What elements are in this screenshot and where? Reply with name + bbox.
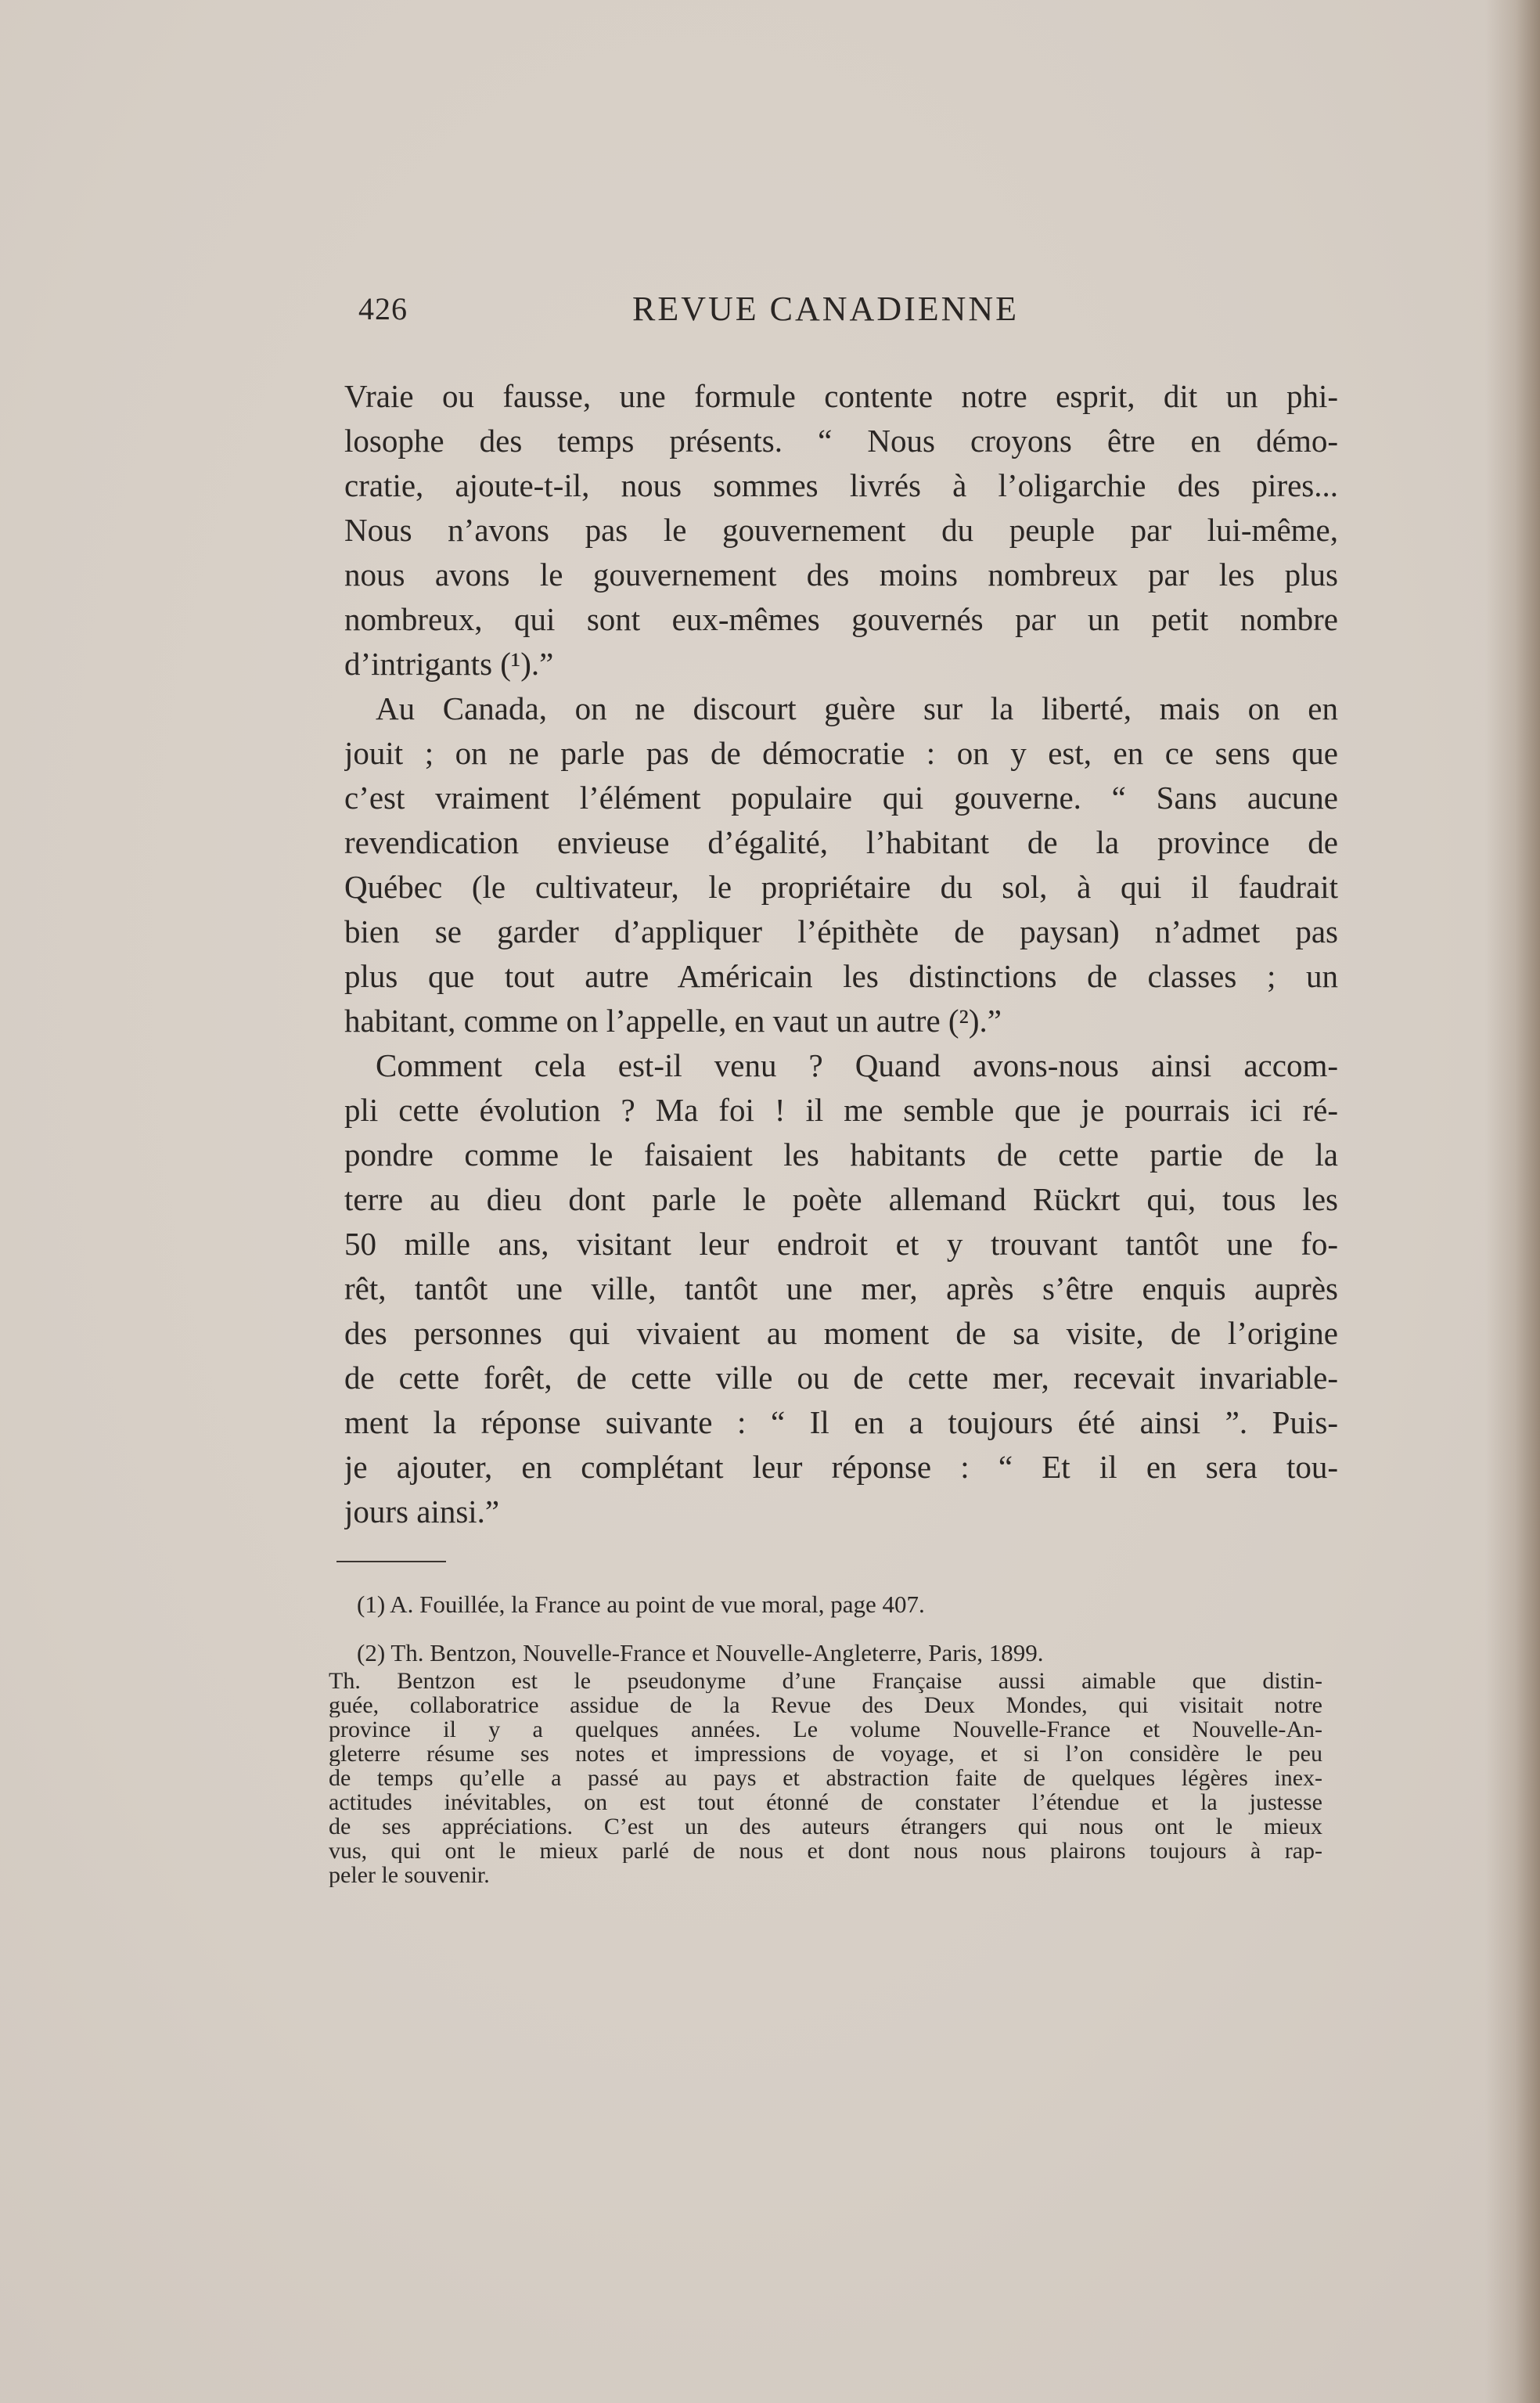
footnotes [329,1589,1322,1887]
text-line: c’est vraiment l’élément populaire qui gouverne. “ Sans aucune [344,780,1338,816]
text-line: de cette forêt, de cette ville ou de cette mer, recevait invariable- [344,1360,1338,1396]
text-line: Comment cela est-il venu ? Quand avons-nous ainsi accom- [376,1047,1338,1083]
text-line: terre au dieu dont parle le poète allemand Rückrt qui, tous les [344,1181,1338,1217]
text-line: Nous n’avons pas le gouvernement du peuple par lui-même, [344,512,1338,548]
text-line: ment la réponse suivante : “ Il en a toujours été ainsi ”. Puis- [344,1404,1338,1440]
footnote-2-line: gleterre résume ses notes et impressions de voyage, et si l’on considère le peu [329,1742,1322,1766]
text-line: jours ainsi.” [344,1493,500,1529]
text-line: nombreux, qui sont eux-mêmes gouvernés par un petit nombre [344,601,1338,637]
footnote-2-line: guée, collaboratrice assidue de la Revue des Deux Mondes, qui visitait notre [329,1693,1322,1717]
running-head [358,286,1063,340]
text-line: Québec (le cultivateur, le propriétaire du sol, à qui il faudrait [344,869,1338,905]
text-line: d’intrigants (¹).” [344,646,554,682]
footnote-divider [336,1561,446,1562]
body-text [344,374,1338,1534]
page-edge-shadow [1485,0,1540,2403]
running-title: REVUE CANADIENNE [632,290,1020,328]
text-line: plus que tout autre Américain les distinctions de classes ; un [344,958,1338,994]
text-line: Vraie ou fausse, une formule contente notre esprit, dit un phi- [344,378,1338,414]
footnote-2-line: actitudes inévitables, on est tout étonné de constater l’étendue et la justesse [329,1790,1322,1814]
text-line: je ajouter, en complétant leur réponse : “ Et il en sera tou- [344,1449,1338,1485]
text-line: nous avons le gouvernement des moins nombreux par les plus [344,557,1338,593]
text-line: Au Canada, on ne discourt guère sur la liberté, mais on en [376,690,1338,726]
text-line: bien se garder d’appliquer l’épithète de paysan) n’admet pas [344,913,1338,949]
text-line: 50 mille ans, visitant leur endroit et y trouvant tantôt une fo- [344,1226,1338,1262]
text-line: cratie, ajoute-t-il, nous sommes livrés à l’oligarchie des pires... [344,467,1338,503]
footnote-2-line: de temps qu’elle a passé au pays et abstraction faite de quelques légères inex- [329,1766,1322,1790]
text-line: losophe des temps présents. “ Nous croyons être en démo- [344,423,1338,459]
page-number: 426 [358,291,408,326]
footnote-2-line: de ses appréciations. C’est un des auteurs étrangers qui nous ont le mieux [329,1814,1322,1839]
text-line: rêt, tantôt une ville, tantôt une mer, après s’être enquis auprès [344,1270,1338,1306]
footnote-2-citation: (2) Th. Bentzon, Nouvelle-France et Nouvelle-Angleterre, Paris, 1899. [357,1639,1044,1666]
footnote-2-line: province il y a quelques années. Le volume Nouvelle-France et Nouvelle-An- [329,1717,1322,1742]
footnote-1: (1) A. Fouillée, la France au point de vue moral, page 407. [357,1591,925,1618]
text-line: des personnes qui vivaient au moment de sa visite, de l’origine [344,1315,1338,1351]
text-line: habitant, comme on l’appelle, en vaut un autre (²).” [344,1003,1002,1039]
text-line: jouit ; on ne parle pas de démocratie : on y est, en ce sens que [344,735,1338,771]
footnote-2-line: Th. Bentzon est le pseudonyme d’une Française aussi aimable que distin- [329,1669,1322,1693]
footnote-2-line: peler le souvenir. [329,1863,490,1887]
text-line: revendication envieuse d’égalité, l’habitant de la province de [344,824,1338,860]
footnote-2-line: vus, qui ont le mieux parlé de nous et dont nous nous plairons toujours à rap- [329,1839,1322,1863]
text-line: pli cette évolution ? Ma foi ! il me semble que je pourrais ici ré- [344,1092,1338,1128]
text-line: pondre comme le faisaient les habitants de cette partie de la [344,1137,1338,1173]
